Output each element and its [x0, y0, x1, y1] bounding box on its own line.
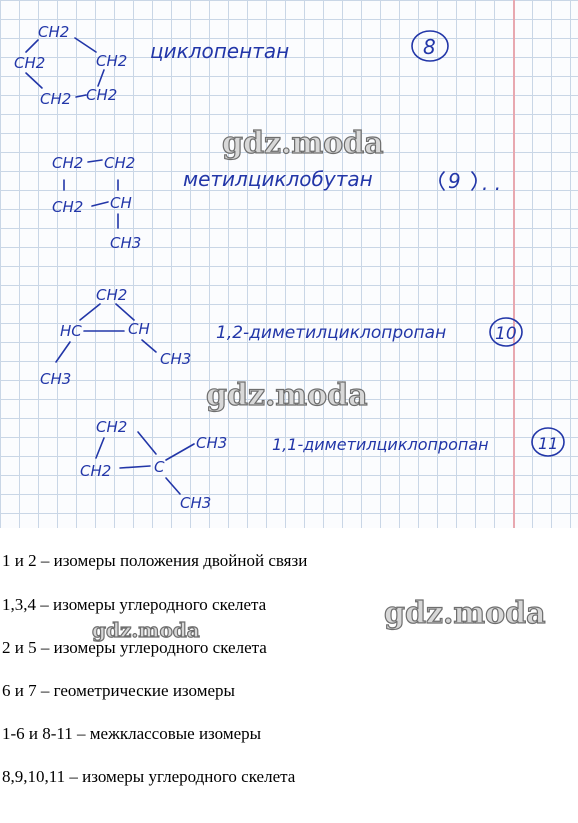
watermark: gdz.moda — [222, 126, 384, 161]
atom-ch2: CH2 — [80, 462, 112, 480]
atom-ch3: CH3 — [110, 234, 142, 252]
number-paren-right — [472, 172, 476, 190]
compound-name: циклопентан — [150, 39, 290, 63]
answer-line: 6 и 7 – геометрические изомеры — [2, 681, 235, 700]
bond-line — [116, 304, 134, 320]
bond-line — [120, 466, 150, 468]
atom-ch2: CH2 — [52, 154, 84, 172]
stray-dots: . . — [482, 171, 502, 195]
compound-name: метилциклобутан — [183, 167, 373, 191]
bond-line — [26, 73, 42, 88]
bond-line — [142, 340, 156, 352]
atom-ch2: CH2 — [96, 52, 128, 70]
structure-10 — [40, 286, 522, 388]
atom-ch3: CH3 — [180, 494, 212, 512]
answer-line: 2 и 5 – изомеры углеродного скелета — [2, 638, 267, 657]
atom-ch2: CH2 — [104, 154, 136, 172]
answer-line: 8,9,10,11 – изомеры углеродного скелета — [2, 767, 296, 786]
bond-line — [98, 70, 104, 86]
compound-name: 1,1-диметилциклопропан — [272, 435, 489, 454]
structure-11 — [80, 418, 564, 512]
atom-ch2: CH2 — [96, 418, 128, 436]
watermark: gdz.moda — [92, 618, 200, 642]
bond-line — [76, 95, 86, 97]
bond-line — [166, 444, 194, 460]
bond-line — [80, 304, 100, 320]
watermark: gdz.moda — [384, 596, 546, 631]
bond-line — [26, 40, 38, 52]
atom-ch2: CH2 — [52, 198, 84, 216]
atom-ch2: CH2 — [38, 23, 70, 41]
number-paren-left — [440, 172, 444, 190]
atom-ch3: CH3 — [196, 434, 228, 452]
answer-line: 1-6 и 8-11 – межклассовые изомеры — [2, 724, 262, 743]
structure-number: 10 — [495, 324, 517, 344]
structure-number: 11 — [538, 434, 559, 453]
atom-ch2: CH2 — [14, 54, 46, 72]
bond-line — [138, 432, 156, 454]
atom-ch3: CH3 — [40, 370, 72, 388]
structure-8 — [14, 23, 448, 108]
bond-line — [56, 342, 70, 362]
structure-number: 9 — [448, 169, 461, 193]
atom-ch: CH — [110, 194, 132, 212]
bond-line — [88, 160, 102, 162]
answer-line: 1,3,4 – изомеры углеродного скелета — [2, 595, 267, 614]
atom-ch2: CH2 — [96, 286, 128, 304]
compound-name: 1,2-диметилциклопропан — [216, 323, 447, 343]
bond-line — [166, 478, 180, 494]
bond-line — [75, 38, 96, 52]
bond-line — [96, 438, 104, 458]
atom-ch2: CH2 — [40, 90, 72, 108]
answer-line: 1 и 2 – изомеры положения двойной связи — [2, 551, 308, 570]
structure-number: 8 — [423, 35, 436, 59]
watermark: gdz.moda — [206, 378, 368, 413]
atom-c: C — [154, 458, 165, 476]
atom-ch: CH — [128, 320, 150, 338]
structure-9 — [52, 154, 501, 252]
atom-ch3: CH3 — [160, 350, 192, 368]
atom-ch2: CH2 — [86, 86, 118, 104]
atom-hc: HC — [60, 322, 82, 340]
bond-line — [92, 202, 108, 206]
